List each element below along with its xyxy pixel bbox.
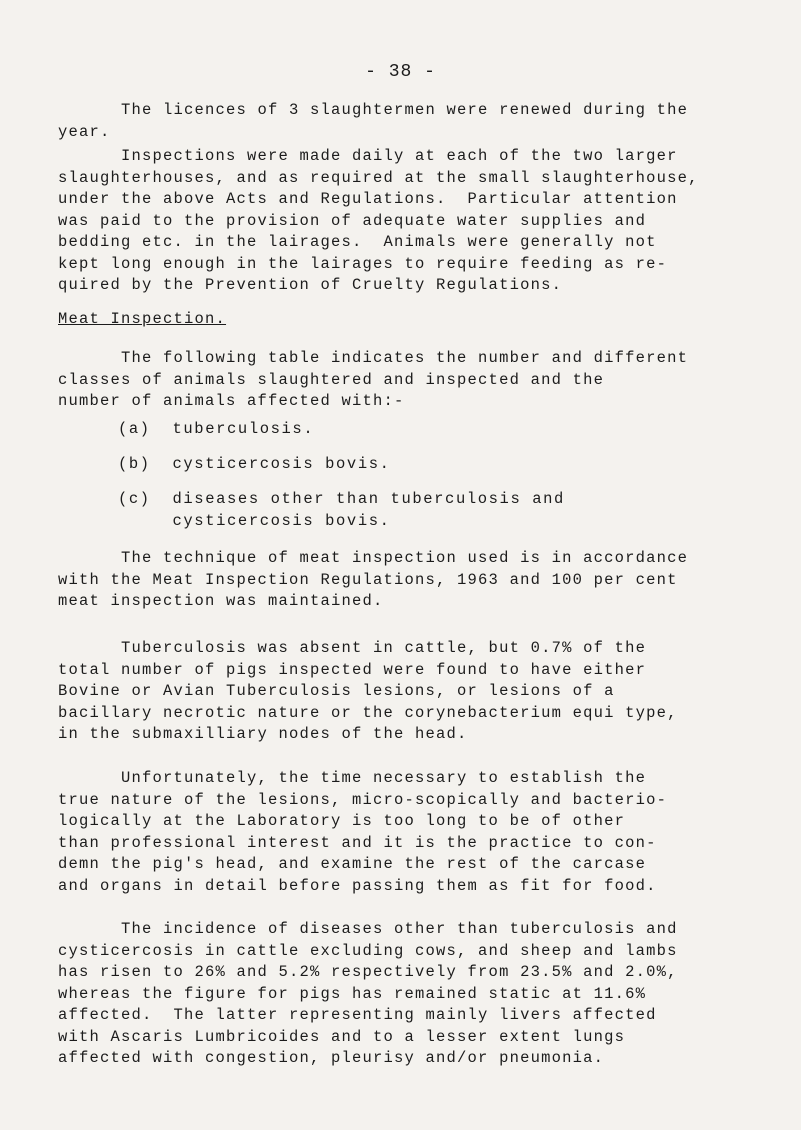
- section-heading-meat-inspection: Meat Inspection.: [58, 310, 227, 328]
- list-item-b: (b) cysticercosis bovis.: [118, 455, 391, 473]
- paragraph-laboratory: Unfortunately, the time necessary to establish the true nature of the lesions, micro-scopically and bacterio- logically at the Laboratory is too long to be of other than professional interest and it is the practice to con- demn the pig's head, and examine the rest of the carcase and organs in detail before passing them as fit for food.: [58, 769, 668, 895]
- page-number: - 38 -: [365, 62, 436, 82]
- paragraph-slaughtermen-licences: The licences of 3 slaughtermen were renewed during the year.: [58, 101, 689, 141]
- paragraph-incidence: The incidence of diseases other than tuberculosis and cysticercosis in cattle excluding cows, and sheep and lambs has risen to 26% and 5.2% respectively from 23.5% and 2.0%, whereas the figure for pigs has remained static at 11.6% affected. The latter representing mainly livers affected with Ascaris Lumbricoides and to a lesser extent lungs affected with congestion, pleurisy and/or pneumonia.: [58, 920, 678, 1067]
- paragraph-table-intro: The following table indicates the number and different classes of animals slaughtered and inspected and the number of animals affected with:-: [58, 349, 689, 410]
- list-item-c: (c) diseases other than tuberculosis and cysticercosis bovis.: [118, 490, 565, 530]
- paragraph-tuberculosis: Tuberculosis was absent in cattle, but 0.7% of the total number of pigs inspected were found to have either Bovine or Avian Tuberculosis lesions, or lesions of a bacillary necrotic nature or the corynebacterium equi type, in the submaxilliary nodes of the head.: [58, 639, 678, 743]
- paragraph-inspections: Inspections were made daily at each of the two larger slaughterhouses, and as required at the small slaughterhouse, under the above Acts and Regulations. Particular attention was paid to the provision of adequate water supplies and bedding etc. in the lairages. Animals were generally not kept long enough in the lairages to require feeding as re- quired by the Prevention of Cruelty Regulations.: [58, 147, 699, 294]
- paragraph-technique: The technique of meat inspection used is in accordance with the Meat Inspection Regulations, 1963 and 100 per cent meat inspection was maintained.: [58, 549, 689, 610]
- list-item-a: (a) tuberculosis.: [118, 420, 315, 438]
